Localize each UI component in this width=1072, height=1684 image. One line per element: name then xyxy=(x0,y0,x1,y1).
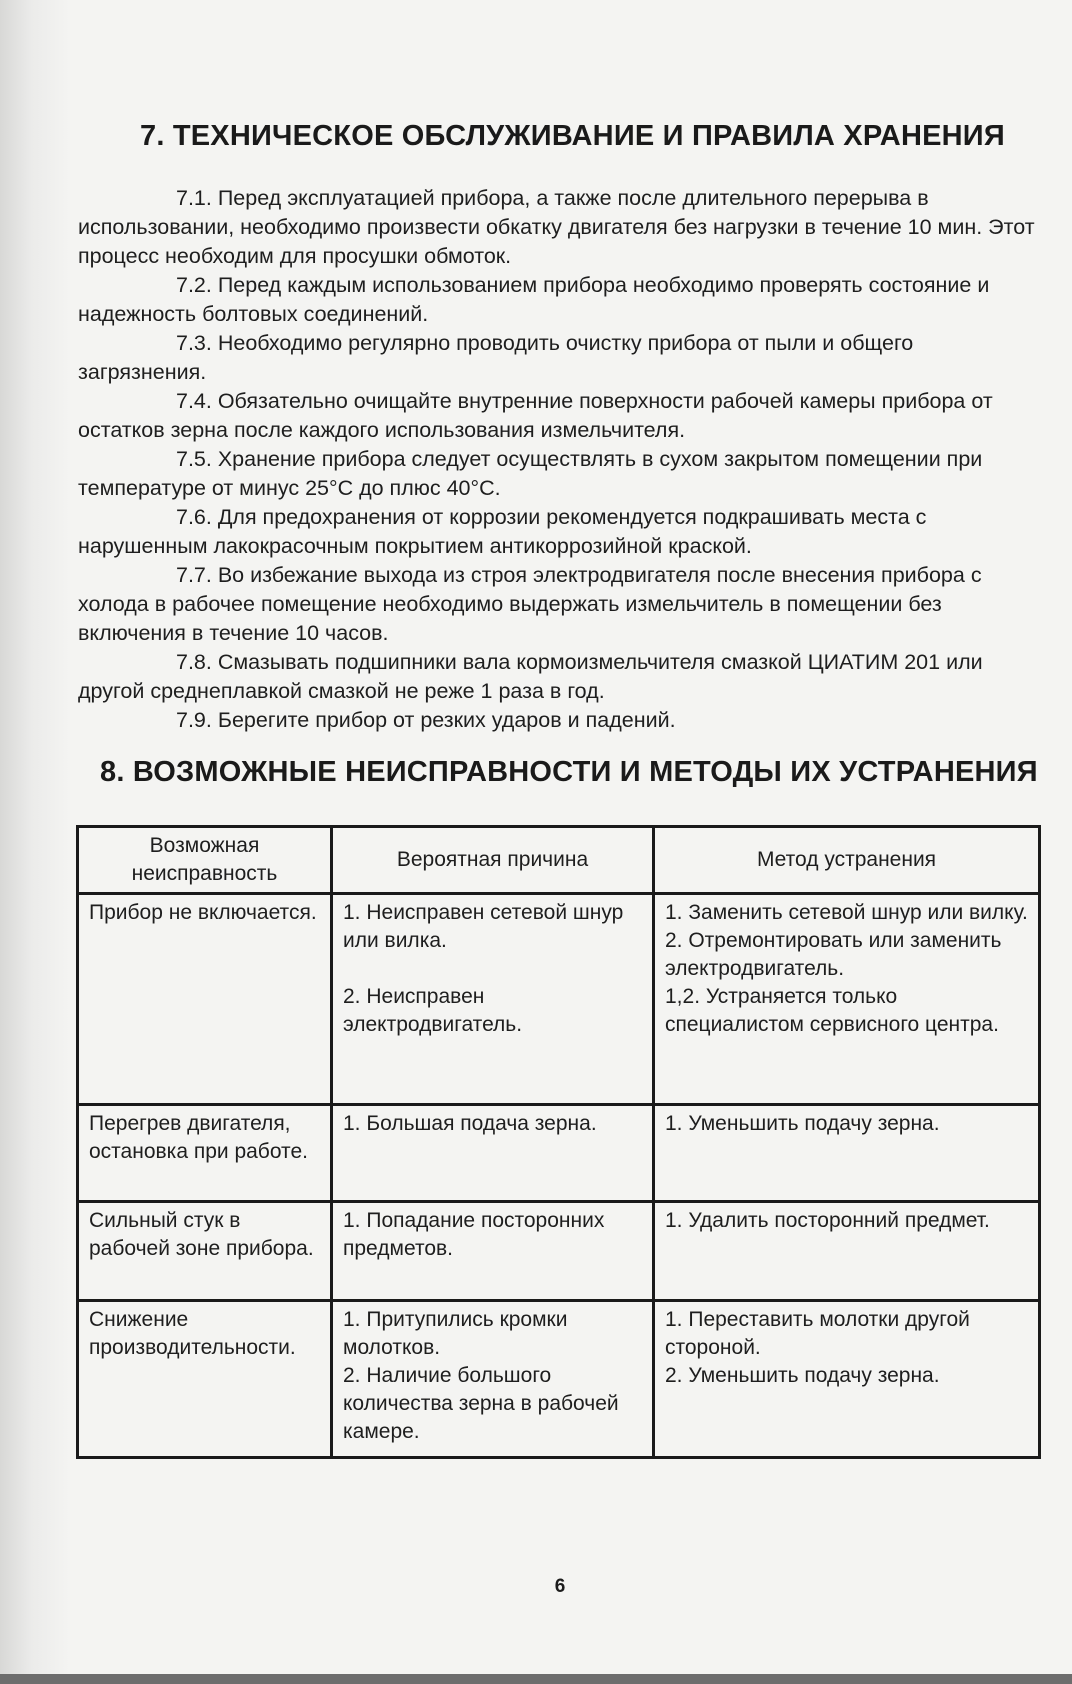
cause-item: 2. Неисправен электродвигатель. xyxy=(343,985,523,1036)
fault-cell: Прибор не включается. xyxy=(78,894,332,1105)
scan-bottom-edge xyxy=(0,1674,1072,1684)
cause-cell xyxy=(332,1301,654,1458)
cause-item: 1. Большая подача зерна. xyxy=(343,1112,597,1135)
paragraph-7-5: 7.5. Хранение прибора следует осуществлять в сухом закрытом помещении при температуре от минус 25°С до плюс 40°С. xyxy=(78,447,983,500)
remedy-item: 1,2. Устраняется только специалистом сервисного центра. xyxy=(665,985,999,1036)
paragraph-7-3: 7.3. Необходимо регулярно проводить очистку прибора от пыли и общего загрязнения. xyxy=(78,331,914,384)
remedy-item: 1. Удалить посторонний предмет. xyxy=(665,1209,990,1232)
header-remedy: Метод устранения xyxy=(654,827,1040,894)
paragraph-7-6: 7.6. Для предохранения от коррозии рекомендуется подкрашивать места с нарушенным лакокрасочным покрытием антикоррозийной краской. xyxy=(78,505,927,558)
header-cause: Вероятная причина xyxy=(332,827,654,894)
cause-item: 1. Притупились кромки молотков. xyxy=(343,1308,568,1359)
page-number: 6 xyxy=(554,1576,566,1597)
table-row xyxy=(78,1105,1040,1202)
section-8-title: 8. ВОЗМОЖНЫЕ НЕИСПРАВНОСТИ И МЕТОДЫ ИХ УСТРАНЕНИЯ xyxy=(100,756,1038,788)
remedy-item: 2. Уменьшить подачу зерна. xyxy=(665,1364,940,1387)
paragraph-7-8: 7.8. Смазывать подшипники вала кормоизмельчителя смазкой ЦИАТИМ 201 или другой среднеплавкой смазкой не реже 1 раза в год. xyxy=(78,650,983,703)
cause-cell xyxy=(332,1105,654,1202)
faults-table xyxy=(76,825,1041,1459)
paragraph-7-1: 7.1. Перед эксплуатацией прибора, а также после длительного перерыва в использовании, необходимо произвести обкатку двигателя без нагрузки в течение 10 мин. Этот процесс необходим для просушки обмоток. xyxy=(78,186,1035,268)
section-7-paragraphs xyxy=(78,184,1038,735)
remedy-item: 1. Заменить сетевой шнур или вилку. xyxy=(665,901,1028,924)
remedy-cell xyxy=(654,894,1040,1105)
fault-cell: Снижение производительности. xyxy=(78,1301,332,1458)
cause-item: 2. Наличие большого количества зерна в рабочей камере. xyxy=(343,1364,619,1443)
remedy-item: 2. Отремонтировать или заменить электродвигатель. xyxy=(665,929,1002,980)
cause-cell xyxy=(332,1202,654,1301)
table-row xyxy=(78,1301,1040,1458)
fault-cell: Перегрев двигателя, остановка при работе. xyxy=(78,1105,332,1202)
remedy-item: 1. Переставить молотки другой стороной. xyxy=(665,1308,970,1359)
cause-item: 1. Попадание посторонних предметов. xyxy=(343,1209,605,1260)
table-row xyxy=(78,894,1040,1105)
remedy-cell xyxy=(654,1202,1040,1301)
table-row xyxy=(78,1202,1040,1301)
cause-cell xyxy=(332,894,654,1105)
table-header-row xyxy=(78,827,1040,894)
fault-cell: Сильный стук в рабочей зоне прибора. xyxy=(78,1202,332,1301)
paragraph-7-2: 7.2. Перед каждым использованием прибора необходимо проверять состояние и надежность болтовых соединений. xyxy=(78,273,990,326)
paragraph-7-7: 7.7. Во избежание выхода из строя электродвигателя после внесения прибора с холода в рабочее помещение необходимо выдержать измельчитель в помещении без включения в течение 10 часов. xyxy=(78,563,982,645)
remedy-cell xyxy=(654,1301,1040,1458)
paragraph-7-4: 7.4. Обязательно очищайте внутренние поверхности рабочей камеры прибора от остатков зерна после каждого использования измельчителя. xyxy=(78,389,993,442)
cause-item: 1. Неисправен сетевой шнур или вилка. xyxy=(343,901,624,952)
paragraph-7-9: 7.9. Берегите прибор от резких ударов и падений. xyxy=(176,708,676,732)
remedy-cell xyxy=(654,1105,1040,1202)
remedy-item: 1. Уменьшить подачу зерна. xyxy=(665,1112,940,1135)
section-7-title: 7. ТЕХНИЧЕСКОЕ ОБСЛУЖИВАНИЕ И ПРАВИЛА ХРАНЕНИЯ xyxy=(140,120,1005,152)
header-fault: Возможная неисправность xyxy=(78,827,332,894)
